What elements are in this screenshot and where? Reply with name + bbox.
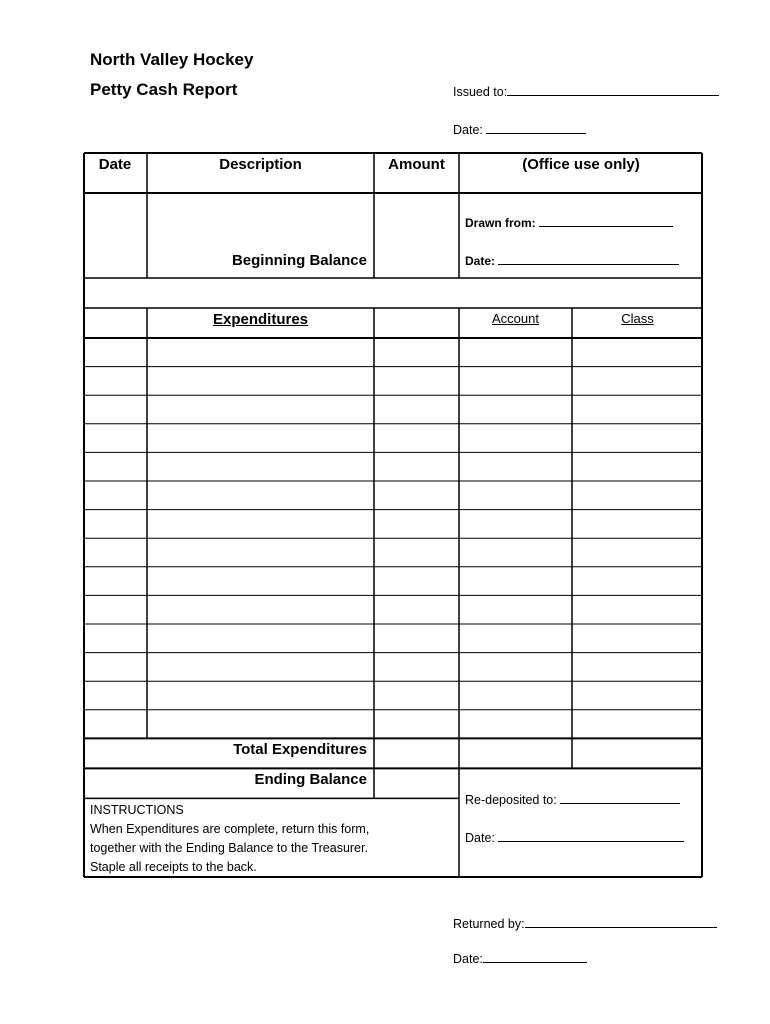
drawn-from-field[interactable] xyxy=(465,214,673,230)
issued-to-label: Issued to: xyxy=(453,85,508,99)
petty-cash-table xyxy=(83,152,703,878)
instructions-line: together with the Ending Balance to the Treasurer. xyxy=(90,841,368,855)
organization-name: North Valley Hockey xyxy=(90,50,254,69)
drawn-from-label: Drawn from: xyxy=(465,216,536,230)
account-heading: Account xyxy=(492,311,539,326)
returned-by-field[interactable] xyxy=(453,915,717,931)
total-expenditures-label: Total Expenditures xyxy=(233,741,367,758)
redeposit-date-line[interactable] xyxy=(498,829,684,842)
column-header-office-use: (Office use only) xyxy=(522,156,640,173)
instructions-line: When Expenditures are complete, return this form, xyxy=(90,822,370,836)
class-heading: Class xyxy=(621,311,654,326)
issue-date-field[interactable] xyxy=(453,121,586,137)
issued-to-field[interactable] xyxy=(453,83,719,99)
issue-date-label: Date: xyxy=(453,123,483,137)
expenditures-heading: Expenditures xyxy=(212,311,309,328)
issue-date-line[interactable] xyxy=(486,121,586,134)
drawn-from-line[interactable] xyxy=(539,214,673,227)
redeposited-line[interactable] xyxy=(560,791,680,804)
return-date-line[interactable] xyxy=(483,950,587,963)
beginning-balance-label: Beginning Balance xyxy=(231,252,367,269)
returned-by-line[interactable] xyxy=(525,915,717,928)
column-header-date: Date xyxy=(98,156,132,173)
return-date-field[interactable] xyxy=(453,950,587,966)
form-title: Petty Cash Report xyxy=(90,80,238,99)
column-header-description: Description xyxy=(219,156,302,173)
issued-to-line[interactable] xyxy=(507,83,719,96)
instructions-title: INSTRUCTIONS xyxy=(90,803,184,817)
instructions-line: Staple all receipts to the back. xyxy=(90,860,257,874)
returned-by-label: Returned by: xyxy=(453,917,525,931)
redeposited-field[interactable] xyxy=(465,791,680,807)
return-date-label: Date: xyxy=(453,952,483,966)
column-header-amount: Amount xyxy=(388,156,445,173)
instructions-block xyxy=(90,801,450,877)
redeposit-date-label: Date: xyxy=(465,831,495,845)
redeposit-date-field[interactable] xyxy=(465,829,684,845)
redeposited-label: Re-deposited to: xyxy=(465,793,557,807)
ending-balance-label: Ending Balance xyxy=(254,771,367,788)
drawn-date-field[interactable] xyxy=(465,252,679,268)
drawn-date-line[interactable] xyxy=(498,252,679,265)
drawn-date-label: Date: xyxy=(465,254,496,268)
